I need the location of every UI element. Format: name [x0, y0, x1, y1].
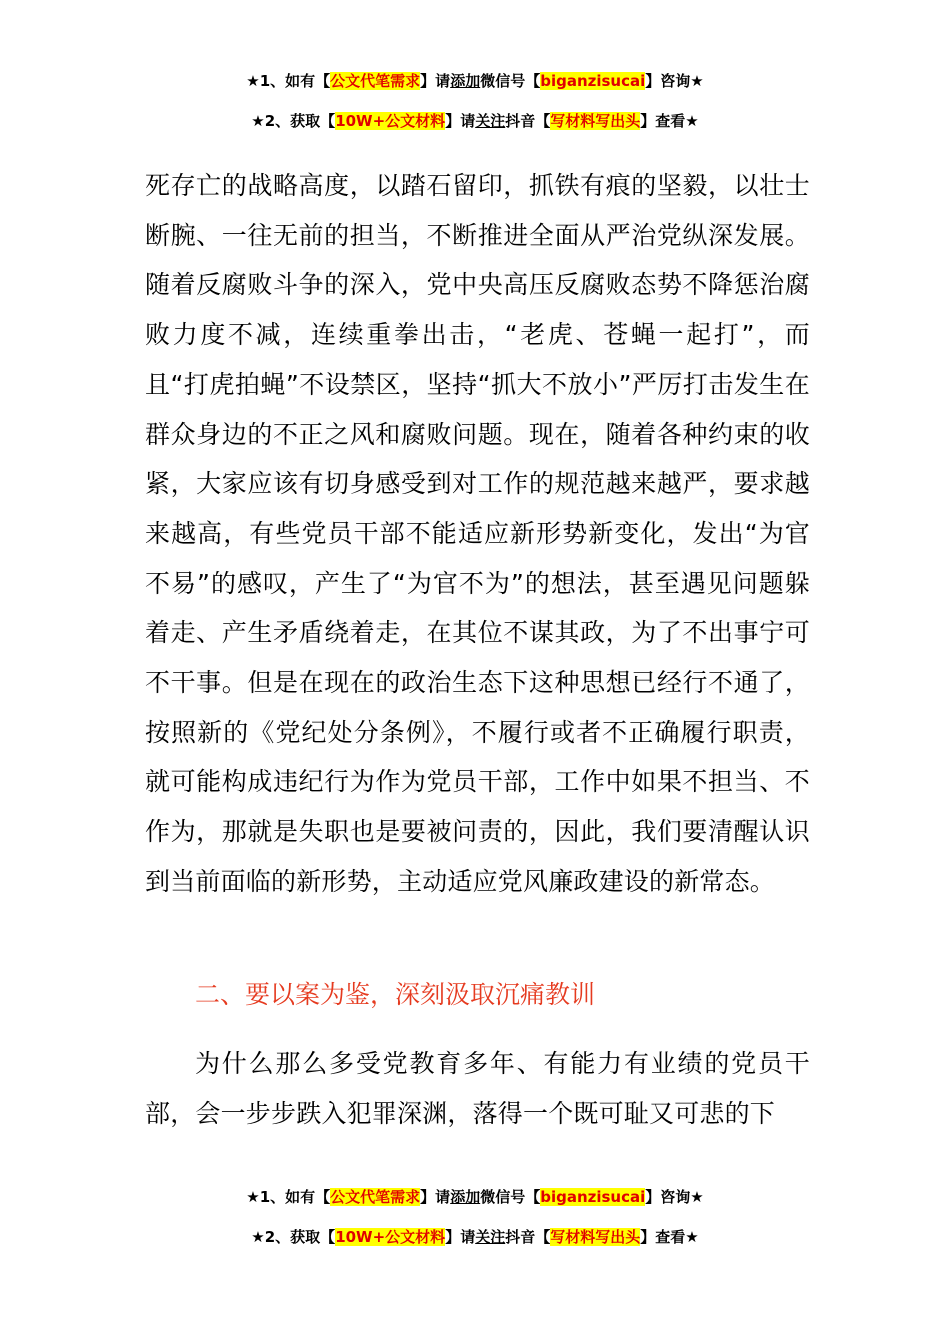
banner-highlight: 写材料写出头 [550, 112, 641, 130]
banner-text: 】请 [445, 112, 476, 130]
banner-text: ★1、如有【 [246, 1188, 331, 1206]
banner-text: 抖音【 [505, 1228, 551, 1246]
banner-text: 】请 [420, 72, 451, 90]
banner-line-1 [0, 70, 950, 110]
banner-text: 】查看★ [640, 1228, 699, 1246]
banner-text: 】查看★ [640, 112, 699, 130]
footer-banner [0, 1186, 950, 1266]
banner-text: 】请 [420, 1188, 451, 1206]
banner-text: ★1、如有【 [246, 72, 331, 90]
banner-highlight: biganzisucai [540, 72, 646, 90]
banner-highlight: 写材料写出头 [550, 1228, 641, 1246]
banner-highlight: 10W+公文材料 [335, 112, 446, 130]
banner-highlight: biganzisucai [540, 1188, 646, 1206]
header-banner [0, 70, 950, 150]
banner-highlight: 公文代笔需求 [330, 1188, 421, 1206]
banner-line-2 [0, 110, 950, 150]
banner-text: ★2、获取【 [251, 112, 336, 130]
body-paragraph-2: 为什么那么多受党教育多年、有能力有业绩的党员干部，会一步步跌入犯罪深渊，落得一个既可耻又可悲的下 [145, 1049, 810, 1128]
banner-text: 】咨询★ [645, 1188, 704, 1206]
banner-line-1 [0, 1186, 950, 1226]
banner-emphasis: 添加 [450, 72, 481, 90]
banner-text: 微信号【 [480, 72, 541, 90]
banner-text: 微信号【 [480, 1188, 541, 1206]
banner-emphasis: 关注 [475, 112, 506, 130]
banner-emphasis: 添加 [450, 1188, 481, 1206]
banner-text: 】请 [445, 1228, 476, 1246]
banner-text: 】咨询★ [645, 72, 704, 90]
banner-highlight: 公文代笔需求 [330, 72, 421, 90]
banner-text: ★2、获取【 [251, 1228, 336, 1246]
banner-line-2 [0, 1226, 950, 1266]
body-paragraph-1: 死存亡的战略高度，以踏石留印，抓铁有痕的坚毅，以壮士断腕、一往无前的担当，不断推进全面从严治党纵深发展。随着反腐败斗争的深入，党中央高压反腐败态势不降惩治腐败力度不减，连续重拳出击，“老虎、苍蝇一起打”，而且“打虎拍蝇”不设禁区，坚持“抓大不放小”严厉打击发生在群众身边的不正之风和腐败问题。现在，随着各种约束的收紧，大家应该有切身感受到对工作的规范越来越严，要求越来越高，有些党员干部不能适应新形势新变化，发出“为官不易”的感叹，产生了“为官不为”的想法，甚至遇见问题躲着走、产生矛盾绕着走，在其位不谋其政，为了不出事宁可不干事。但是在现在的政治生态下这种思想已经行不通了，按照新的《党纪处分条例》，不履行或者不正确履行职责，就可能构成违纪行为作为党员干部，工作中如果不担当、不作为，那就是失职也是要被问责的，因此，我们要清醒认识到当前面临的新形势，主动适应党风廉政建设的新常态。 [145, 171, 810, 896]
banner-text: 抖音【 [505, 112, 551, 130]
banner-emphasis: 关注 [475, 1228, 506, 1246]
banner-highlight: 10W+公文材料 [335, 1228, 446, 1246]
section-heading-2: 二、要以案为鉴，深刻汲取沉痛教训 [195, 980, 596, 1009]
